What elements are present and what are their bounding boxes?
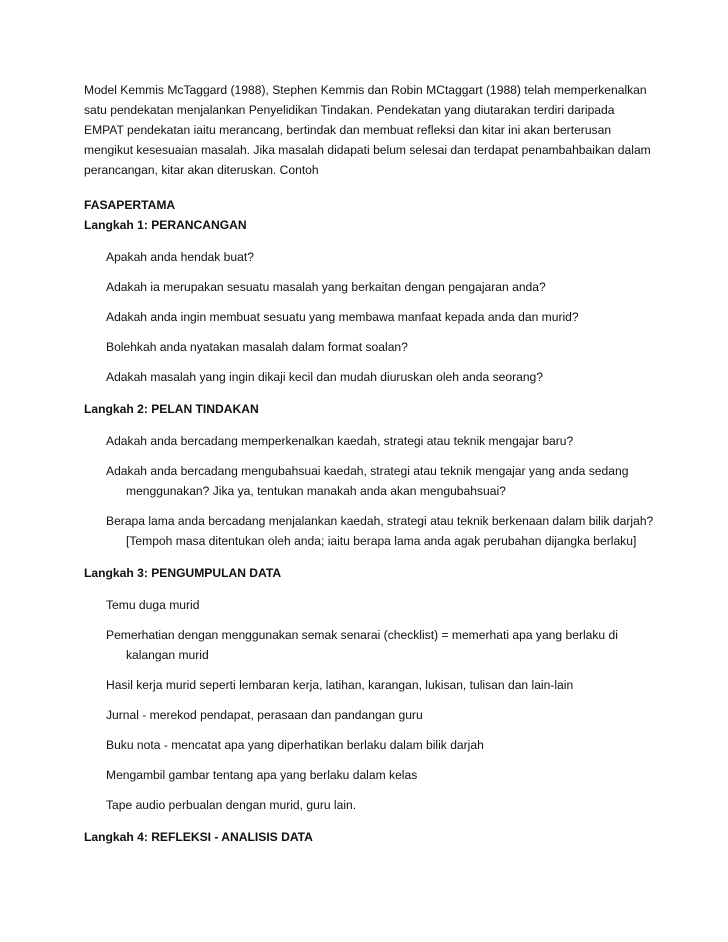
step-1-item: Bolehkah anda nyatakan masalah dalam format soalan?: [106, 340, 408, 354]
step-1-item: Adakah masalah yang ingin dikaji kecil dan mudah diuruskan oleh anda seorang?: [106, 370, 544, 384]
intro-paragraph: Model Kemmis McTaggard (1988), Stephen Kemmis dan Robin MCtaggart (1988) telah memperkenalkan satu pendekatan menjalankan Penyelidikan Tindakan. Pendekatan yang diutarakan terdiri daripada EMPAT pendekatan iaitu merancang, bertindak dan membuat refleksi dan kitar ini akan berterusan mengikut kesesuaian masalah. Jika masalah didapati belum selesai dan terdapat penambahbaikan dalam perancangan, kitar akan diteruskan. Contoh: [84, 83, 651, 177]
step-1-item: Adakah anda ingin membuat sesuatu yang membawa manfaat kepada anda dan murid?: [106, 310, 579, 324]
step-4-title: Langkah 4: REFLEKSI - ANALISIS DATA: [84, 830, 313, 844]
step-3-item: Hasil kerja murid seperti lembaran kerja, latihan, karangan, lukisan, tulisan dan lain-lain: [106, 678, 574, 692]
step-2-item: Berapa lama anda bercadang menjalankan kaedah, strategi atau teknik berkenaan dalam bilik darjah? [Tempoh masa ditentukan oleh anda; iaitu berapa lama anda agak perubahan dijangka berlaku]: [106, 514, 654, 548]
step-3-item: Tape audio perbualan dengan murid, guru lain.: [106, 798, 357, 812]
step-3-title: Langkah 3: PENGUMPULAN DATA: [84, 566, 282, 580]
phase-title: FASAPERTAMA: [84, 198, 176, 212]
step-3-item: Buku nota - mencatat apa yang diperhatikan berlaku dalam bilik darjah: [106, 738, 484, 752]
step-1-title: Langkah 1: PERANCANGAN: [84, 218, 247, 232]
step-2-title: Langkah 2: PELAN TINDAKAN: [84, 402, 259, 416]
step-3-item: Jurnal - merekod pendapat, perasaan dan pandangan guru: [106, 708, 423, 722]
step-3-item: Pemerhatian dengan menggunakan semak senarai (checklist) = memerhati apa yang berlaku di kalangan murid: [106, 628, 618, 662]
step-2-item: Adakah anda bercadang memperkenalkan kaedah, strategi atau teknik mengajar baru?: [106, 434, 574, 448]
step-1-item: Adakah ia merupakan sesuatu masalah yang berkaitan dengan pengajaran anda?: [106, 280, 546, 294]
step-3-item: Mengambil gambar tentang apa yang berlaku dalam kelas: [106, 768, 418, 782]
step-3-item: Temu duga murid: [106, 598, 200, 612]
step-2-item: Adakah anda bercadang mengubahsuai kaedah, strategi atau teknik mengajar yang anda sedang menggunakan? Jika ya, tentukan manakah anda akan mengubahsuai?: [106, 464, 629, 498]
document-body: [84, 80, 654, 859]
step-1-item: Apakah anda hendak buat?: [106, 250, 254, 264]
